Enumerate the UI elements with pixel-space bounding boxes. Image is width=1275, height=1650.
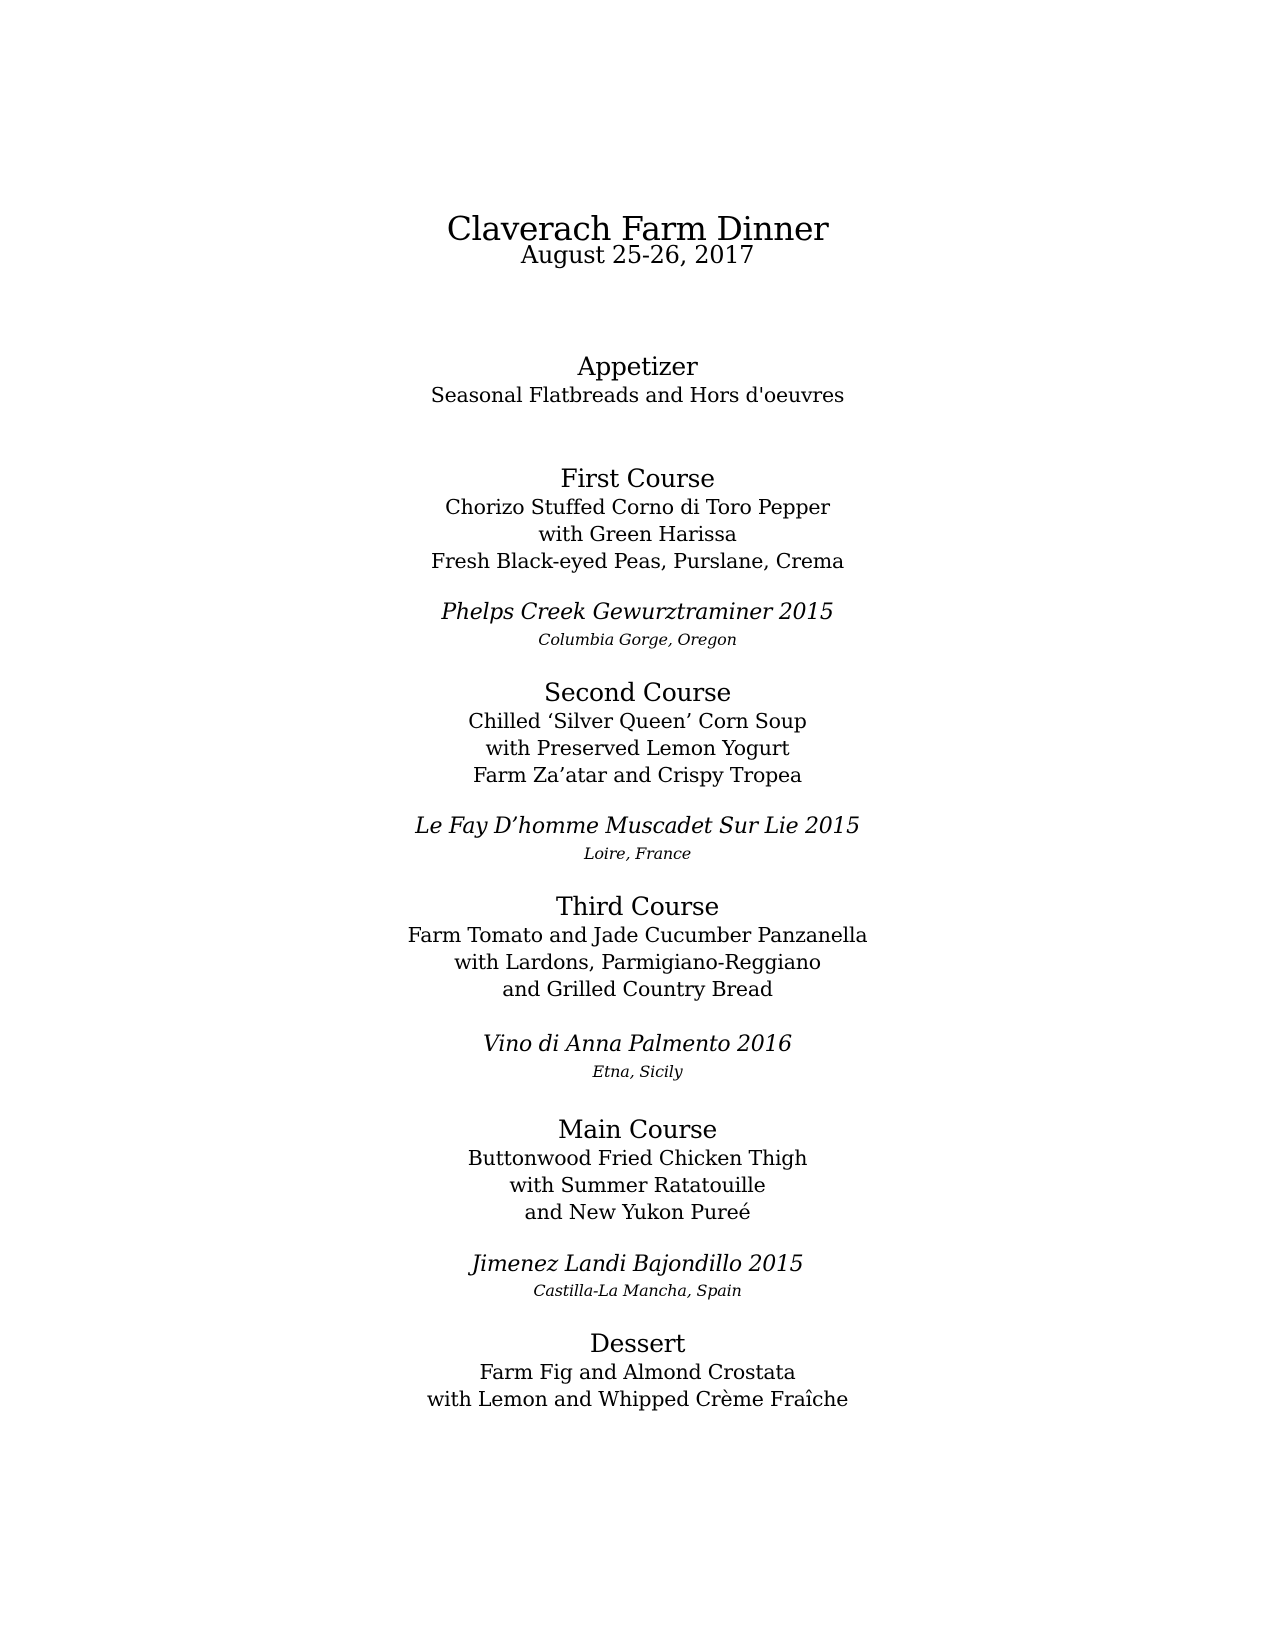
course-heading-main: Main Course	[557, 1115, 718, 1144]
menu-title: Claverach Farm Dinner	[446, 209, 829, 248]
dish-line: with Preserved Lemon Yogurt	[485, 736, 790, 760]
course-heading-dessert: Dessert	[589, 1329, 686, 1358]
wine-pairing: Jimenez Landi Bajondillo 2015	[471, 1252, 804, 1277]
wine-region: Columbia Gorge, Oregon	[538, 630, 737, 649]
dish-line: Chilled ‘Silver Queen’ Corn Soup	[468, 709, 807, 733]
dish-line: and Grilled Country Bread	[502, 977, 773, 1001]
wine-region: Castilla-La Mancha, Spain	[533, 1281, 742, 1300]
dish-line: Farm Fig and Almond Crostata	[479, 1360, 796, 1384]
dish-line: Buttonwood Fried Chicken Thigh	[467, 1146, 808, 1170]
wine-pairing: Vino di Anna Palmento 2016	[483, 1032, 792, 1057]
event-date: August 25-26, 2017	[520, 241, 755, 269]
dish-line: Seasonal Flatbreads and Hors d'oeuvres	[430, 383, 845, 407]
dish-line: and New Yukon Pureé	[524, 1200, 751, 1224]
dish-line: with Lardons, Parmigiano-Reggiano	[454, 950, 821, 974]
wine-region: Etna, Sicily	[592, 1062, 683, 1081]
course-heading-third: Third Course	[556, 892, 719, 921]
wine-region: Loire, France	[583, 844, 692, 863]
course-heading-appetizer: Appetizer	[577, 352, 698, 381]
dish-line: Farm Za’atar and Crispy Tropea	[473, 763, 802, 787]
dish-line: with Green Harissa	[538, 522, 737, 546]
course-heading-second: Second Course	[544, 678, 731, 707]
dish-line: Fresh Black-eyed Peas, Purslane, Crema	[430, 549, 845, 573]
course-heading-first: First Course	[560, 464, 715, 493]
dish-line: Farm Tomato and Jade Cucumber Panzanella	[407, 923, 868, 947]
dish-line: Chorizo Stuffed Corno di Toro Pepper	[445, 495, 830, 519]
wine-pairing: Le Fay D’homme Muscadet Sur Lie 2015	[415, 814, 860, 839]
dish-line: with Summer Ratatouille	[509, 1173, 766, 1197]
dish-line: with Lemon and Whipped Crème Fraîche	[426, 1387, 849, 1411]
wine-pairing: Phelps Creek Gewurztraminer 2015	[441, 600, 834, 625]
